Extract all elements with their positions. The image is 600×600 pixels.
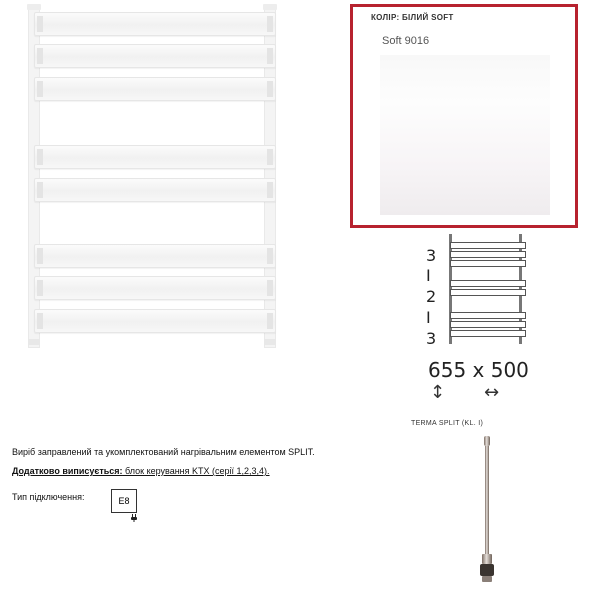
connection-plug-icon bbox=[131, 514, 137, 522]
config-section-count: 3 bbox=[426, 246, 437, 265]
radiator-bar bbox=[34, 44, 276, 68]
heating-element-title: TERMA SPLIT (KL. I) bbox=[411, 420, 484, 427]
horizontal-arrow-icon: ↔ bbox=[484, 382, 500, 403]
radiator-valve bbox=[28, 339, 40, 345]
vertical-arrow-icon: ↕ bbox=[430, 382, 446, 403]
additional-order-text: блок керування KTX (серії 1,2,3,4). bbox=[122, 466, 270, 476]
radiator-bar bbox=[34, 244, 276, 268]
color-name: Soft 9016 bbox=[382, 35, 430, 47]
additional-order-label: Додатково виписується: bbox=[12, 466, 123, 476]
config-separator: I bbox=[426, 266, 431, 285]
config-section-count: 2 bbox=[426, 287, 437, 306]
color-panel-title: КОЛІР: БІЛИЙ SOFT bbox=[371, 13, 454, 22]
radiator-top-cap bbox=[263, 4, 277, 10]
color-panel bbox=[350, 4, 578, 228]
radiator-top-cap bbox=[27, 4, 41, 10]
connection-type-code: E8 bbox=[111, 489, 137, 513]
color-swatch bbox=[380, 55, 550, 215]
radiator-bar bbox=[34, 145, 276, 169]
radiator-bar bbox=[34, 178, 276, 202]
configuration-diagram bbox=[424, 232, 524, 352]
radiator-bar bbox=[34, 77, 276, 101]
additional-order-note bbox=[12, 466, 270, 476]
radiator-bar bbox=[34, 12, 276, 36]
dimensions-label: 655 x 500 bbox=[428, 358, 529, 382]
radiator-bar bbox=[34, 276, 276, 300]
radiator-bar bbox=[34, 309, 276, 333]
connection-type-label: Тип підключення: bbox=[12, 492, 85, 502]
config-radiator-outline bbox=[446, 234, 530, 344]
config-separator: I bbox=[426, 308, 431, 327]
description-line: Виріб заправлений та укомплектований нагрівальним елементом SPLIT. bbox=[12, 447, 315, 457]
heating-element-image bbox=[470, 436, 510, 586]
radiator-image bbox=[28, 4, 282, 348]
radiator-valve bbox=[264, 339, 276, 345]
config-section-count: 3 bbox=[426, 329, 437, 348]
